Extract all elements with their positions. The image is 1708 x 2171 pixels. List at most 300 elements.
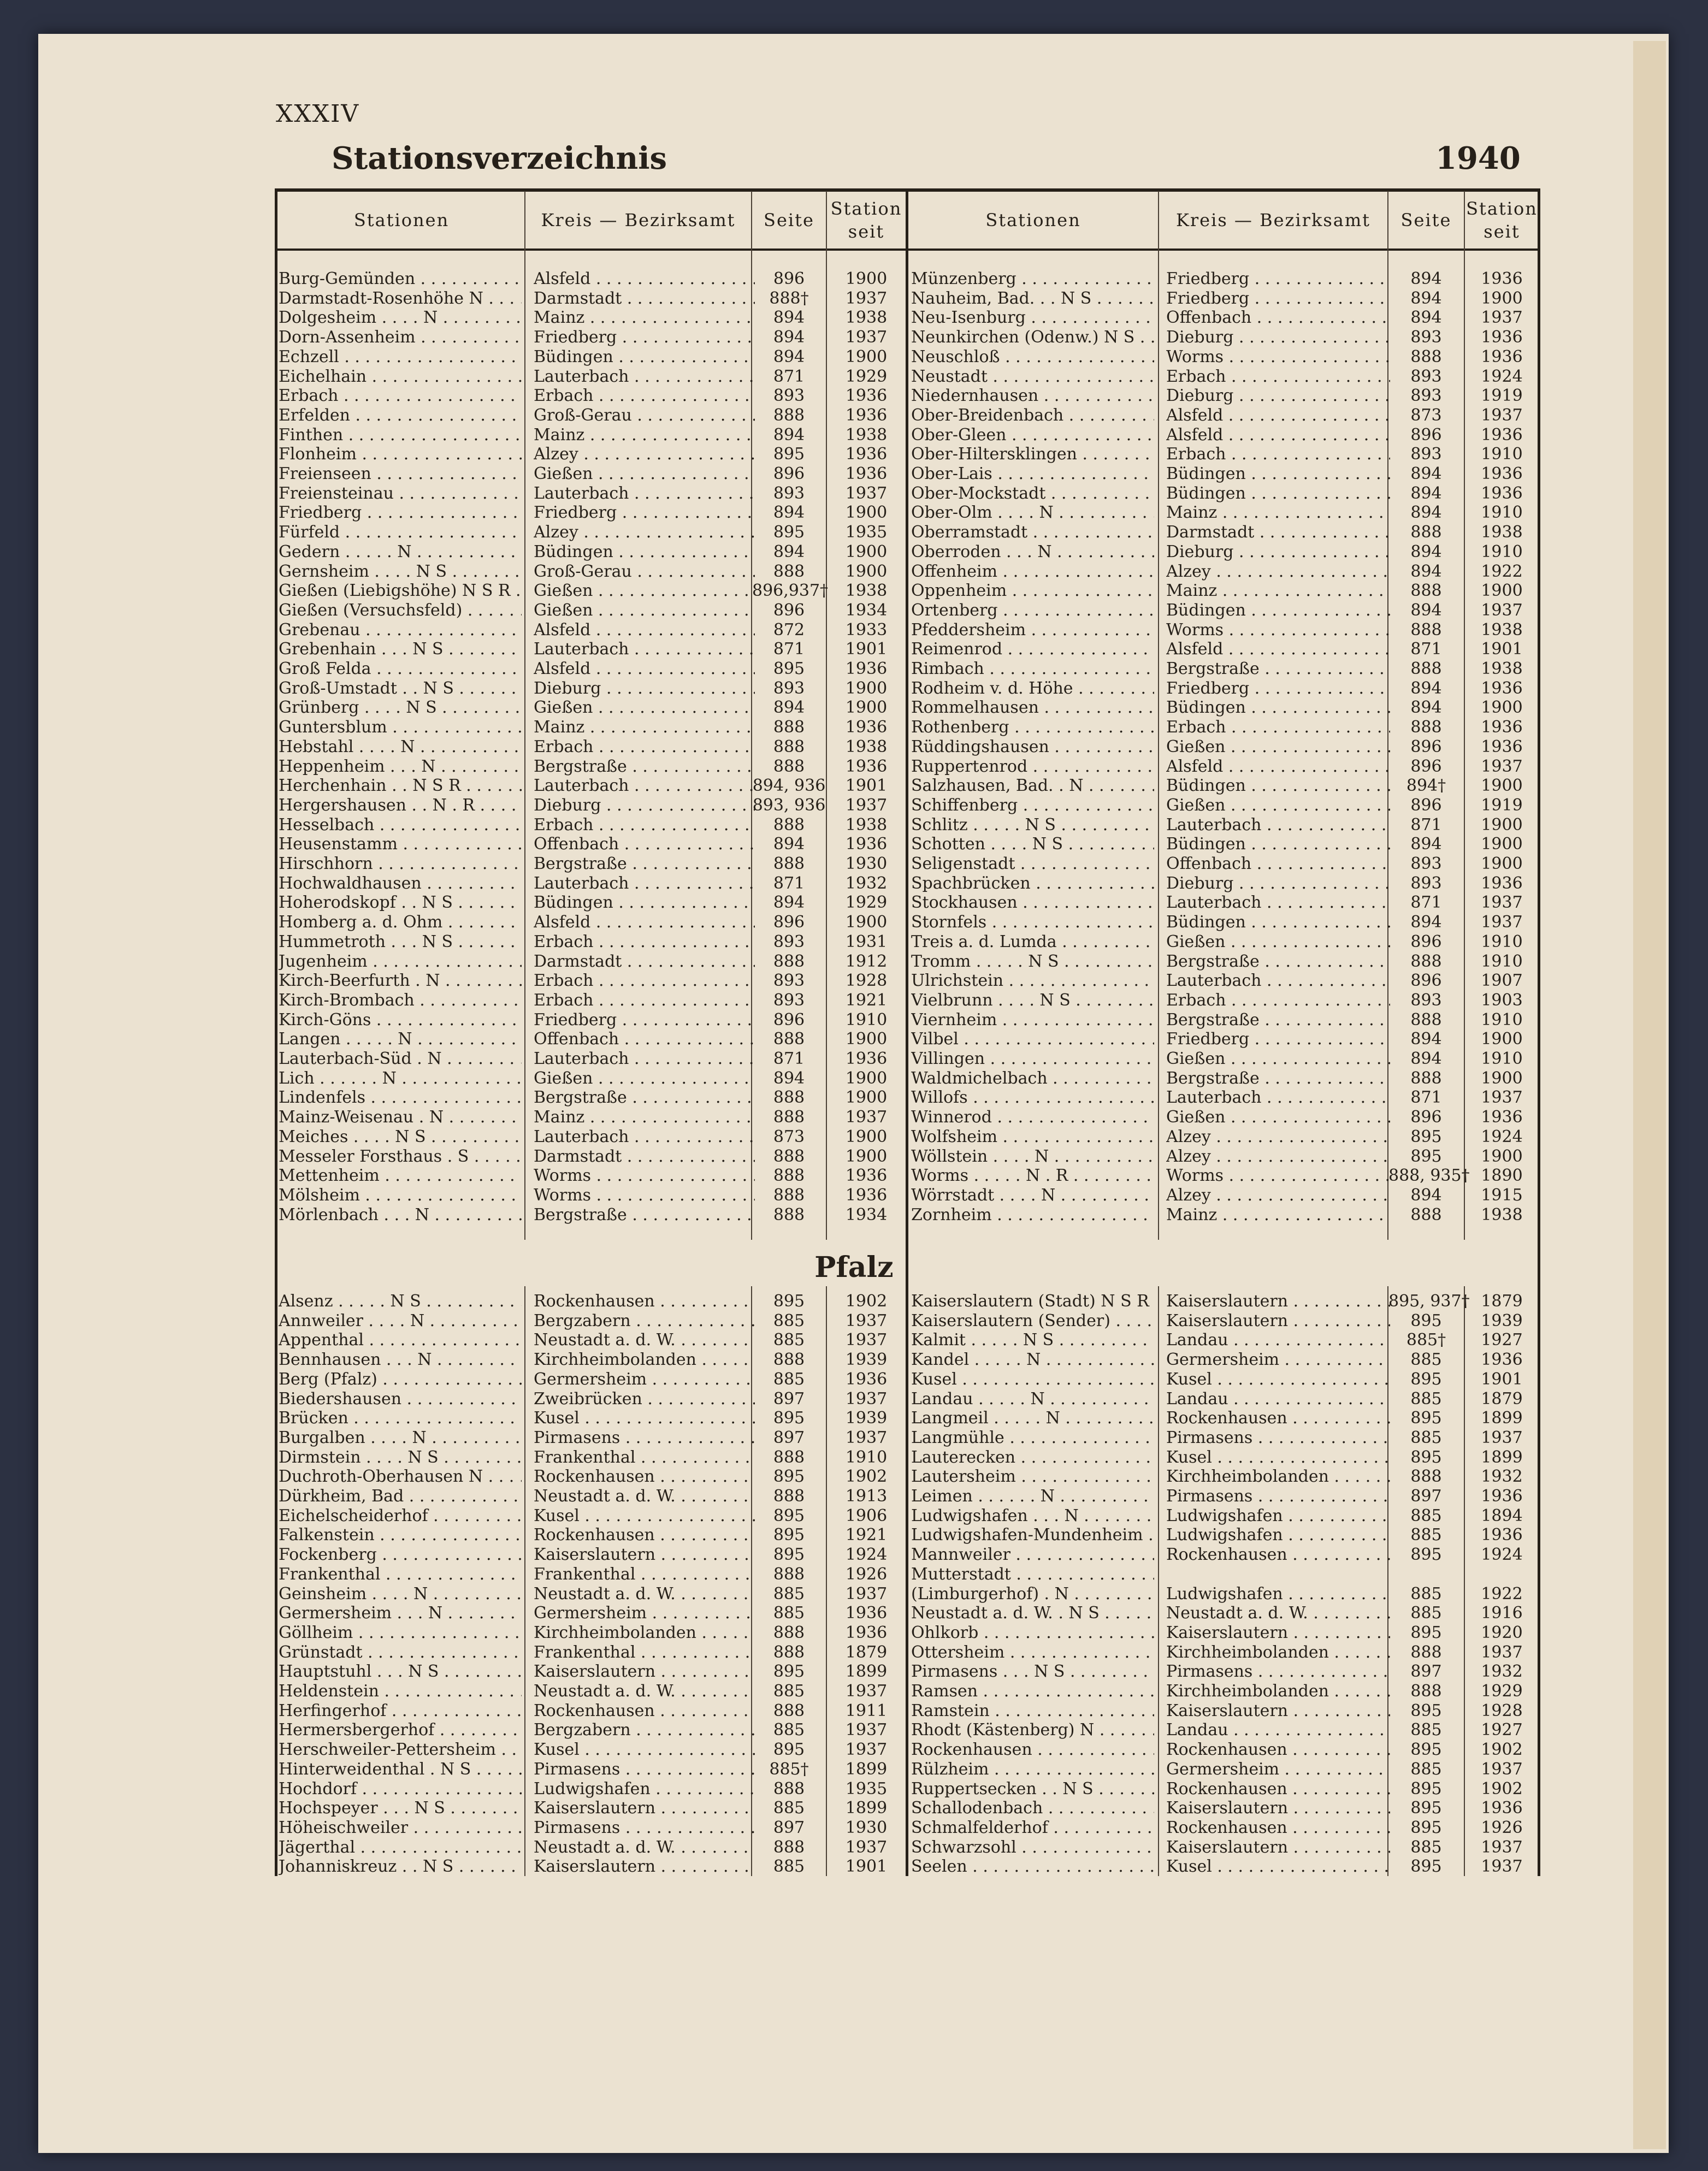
cell-name: Meiches . . . . N S . . . bbox=[279, 1127, 522, 1146]
table-row bbox=[279, 1350, 907, 1370]
cell-seit: 1900 bbox=[845, 1088, 888, 1108]
cell-seit: 1934 bbox=[845, 600, 888, 620]
cell-name: Hesselbach . . . bbox=[279, 815, 522, 835]
cell-seite: 871 bbox=[1410, 893, 1442, 913]
cell-kreis: Neustadt a. d. W. . . . bbox=[534, 1682, 755, 1701]
cell-seite: 895 bbox=[1410, 1701, 1442, 1720]
cell-name: Rhodt (Kästenberg) N . . . bbox=[911, 1720, 1154, 1740]
table-row bbox=[279, 1857, 907, 1877]
cell-kreis: Dieburg . . . bbox=[534, 679, 755, 698]
cell-kreis: Kirchheimbolanden . . . bbox=[1166, 1682, 1390, 1701]
cell-name: Eichelscheiderhof . . . bbox=[279, 1506, 522, 1525]
table-row bbox=[279, 854, 907, 874]
cell-name: Johanniskreuz . . N S . . . bbox=[279, 1857, 522, 1876]
table-row bbox=[279, 1448, 907, 1468]
table-row bbox=[911, 1720, 1539, 1740]
table-row bbox=[279, 347, 907, 367]
table-row bbox=[279, 640, 907, 659]
cell-name: Rüddingshausen . . . bbox=[911, 737, 1154, 756]
cell-seit: 1936 bbox=[1481, 737, 1523, 756]
cell-seit: 1900 bbox=[845, 561, 888, 581]
cell-seit: 1936 bbox=[845, 1049, 888, 1068]
cell-kreis: Worms . . . bbox=[1166, 347, 1390, 366]
cell-seite: 885 bbox=[1410, 1604, 1442, 1623]
cell-name: Dürkheim, Bad . . . bbox=[279, 1487, 522, 1506]
table-row bbox=[279, 1584, 907, 1604]
cell-name: Ottersheim . . . bbox=[911, 1643, 1154, 1662]
cell-seit: 1902 bbox=[1481, 1779, 1523, 1799]
cell-seit: 1927 bbox=[1481, 1720, 1523, 1740]
cell-seite: 894 bbox=[773, 425, 805, 445]
table-row bbox=[911, 620, 1539, 640]
table-row bbox=[279, 289, 907, 309]
cell-seite: 894 bbox=[773, 698, 805, 718]
cell-seite: 873 bbox=[1410, 405, 1442, 425]
cell-seit: 1903 bbox=[1481, 990, 1523, 1010]
cell-seite: 896 bbox=[1410, 737, 1442, 756]
cell-kreis: Bergstraße . . . bbox=[1166, 659, 1390, 678]
cell-kreis: Kusel . . . bbox=[1166, 1857, 1390, 1876]
cell-seit: 1901 bbox=[845, 776, 888, 796]
table-row bbox=[279, 562, 907, 582]
cell-name: Heldenstein . . . bbox=[279, 1682, 522, 1701]
cell-name: Kirch-Göns . . . bbox=[279, 1010, 522, 1030]
header-seite: Seite bbox=[764, 209, 814, 230]
cell-kreis: Landau . . . bbox=[1166, 1389, 1390, 1409]
cell-seite: 895 bbox=[1410, 1447, 1442, 1467]
table-row bbox=[911, 601, 1539, 620]
cell-name: Fockenberg . . . bbox=[279, 1545, 522, 1564]
cell-kreis: Büdingen . . . bbox=[534, 347, 755, 366]
cell-kreis: Kusel . . . bbox=[534, 1506, 755, 1525]
cell-name: Langmeil . . . . . N . . . bbox=[911, 1409, 1154, 1428]
cell-seite: 896 bbox=[773, 1010, 805, 1030]
cell-seit: 1939 bbox=[1481, 1311, 1523, 1330]
table-row bbox=[911, 1147, 1539, 1167]
cell-name: Viernheim . . . bbox=[911, 1010, 1154, 1030]
cell-name: Schlitz . . . . . N S . . . bbox=[911, 815, 1154, 835]
cell-kreis: Erbach . . . bbox=[1166, 991, 1390, 1010]
cell-kreis: Landau . . . bbox=[1166, 1720, 1390, 1740]
cell-name: Rockenhausen . . . bbox=[911, 1740, 1154, 1759]
cell-name: Kalmit . . . . . N S . . . bbox=[911, 1330, 1154, 1350]
cell-seit: 1906 bbox=[845, 1506, 888, 1525]
cell-kreis: Friedberg . . . bbox=[534, 1010, 755, 1030]
table-row bbox=[279, 1760, 907, 1779]
cell-kreis: Dieburg . . . bbox=[1166, 542, 1390, 561]
cell-kreis: Offenbach . . . bbox=[1166, 854, 1390, 873]
cell-kreis: Dieburg . . . bbox=[1166, 386, 1390, 405]
cell-name: Worms . . . . . N . R . . . bbox=[911, 1166, 1154, 1185]
cell-seit: 1936 bbox=[845, 756, 888, 776]
cell-seite: 888 bbox=[1410, 718, 1442, 737]
table-row bbox=[279, 1166, 907, 1186]
cell-seit: 1900 bbox=[1481, 698, 1523, 718]
cell-seite: 888 bbox=[1410, 1205, 1442, 1224]
table-row bbox=[279, 737, 907, 757]
cell-kreis: Gießen . . . bbox=[534, 601, 755, 620]
cell-name: Ober-Mockstadt . . . bbox=[911, 484, 1154, 503]
cell-name: Landau . . . . . N . . . bbox=[911, 1389, 1154, 1409]
cell-seite: 888 bbox=[1410, 347, 1442, 366]
cell-seit: 1937 bbox=[1481, 1088, 1523, 1108]
cell-name: Ohlkorb . . . bbox=[911, 1623, 1154, 1642]
cell-seit: 1894 bbox=[1481, 1506, 1523, 1525]
cell-name: Falkenstein . . . bbox=[279, 1525, 522, 1545]
cell-seit: 1938 bbox=[845, 581, 888, 601]
cell-seit: 1937 bbox=[845, 1837, 888, 1857]
cell-seite: 895 bbox=[773, 1545, 805, 1565]
header-seite: Seite bbox=[1400, 209, 1452, 230]
cell-name: Mutterstadt . . . bbox=[911, 1565, 1154, 1584]
cell-seite: 888 bbox=[773, 1088, 805, 1108]
cell-seite: 888† bbox=[769, 288, 809, 308]
cell-seit: 1910 bbox=[1481, 542, 1523, 561]
cell-seite: 885 bbox=[1410, 1428, 1442, 1447]
section-title-pfalz: Pfalz bbox=[814, 1251, 894, 1284]
cell-seite: 895 bbox=[773, 1740, 805, 1760]
table-row bbox=[911, 1487, 1539, 1506]
table-row bbox=[911, 1506, 1539, 1526]
cell-kreis: Lauterbach . . . bbox=[1166, 815, 1390, 835]
table-row bbox=[279, 1662, 907, 1682]
cell-seite: 895 bbox=[1410, 1545, 1442, 1565]
cell-seit: 1936 bbox=[845, 1623, 888, 1642]
cell-name: Lauterecken . . . bbox=[911, 1448, 1154, 1467]
cell-seite: 888 bbox=[773, 854, 805, 873]
cell-name: Duchroth-Oberhausen N . . . bbox=[279, 1467, 522, 1486]
cell-kreis: Lauterbach . . . bbox=[534, 1127, 755, 1146]
table-row bbox=[279, 718, 907, 737]
table-row bbox=[911, 1049, 1539, 1069]
cell-seit: 1939 bbox=[845, 1409, 888, 1428]
cell-seite: 893 bbox=[773, 483, 805, 503]
cell-seit: 1900 bbox=[845, 269, 888, 288]
table-row bbox=[911, 932, 1539, 952]
cell-kreis: Zweibrücken . . . bbox=[534, 1389, 755, 1409]
cell-seit: 1938 bbox=[1481, 620, 1523, 640]
cell-seit: 1936 bbox=[845, 1166, 888, 1186]
cell-seit: 1936 bbox=[1481, 425, 1523, 445]
cell-kreis: Lauterbach . . . bbox=[534, 874, 755, 893]
table-row bbox=[911, 1448, 1539, 1468]
table-row bbox=[279, 1030, 907, 1049]
table-row bbox=[911, 1818, 1539, 1838]
cell-kreis: Rockenhausen . . . bbox=[534, 1525, 755, 1545]
cell-seit: 1915 bbox=[1481, 1185, 1523, 1205]
table-row bbox=[911, 1330, 1539, 1350]
cell-seite: 895, 937† bbox=[1388, 1292, 1470, 1311]
table-row bbox=[279, 932, 907, 952]
cell-seit: 1937 bbox=[845, 795, 888, 815]
cell-seit: 1937 bbox=[845, 1311, 888, 1330]
cell-seite: 873 bbox=[773, 1127, 805, 1146]
cell-name: Zornheim . . . bbox=[911, 1205, 1154, 1224]
cell-name: Vielbrunn . . . . N S . . . bbox=[911, 991, 1154, 1010]
table-row bbox=[911, 718, 1539, 737]
cell-seite: 893 bbox=[773, 990, 805, 1010]
cell-name: Frankenthal . . . bbox=[279, 1565, 522, 1584]
cell-seit: 1900 bbox=[845, 913, 888, 932]
table-row bbox=[911, 815, 1539, 835]
cell-seit: 1900 bbox=[1481, 854, 1523, 873]
cell-seite: 894 bbox=[1410, 1030, 1442, 1049]
table-row bbox=[279, 1682, 907, 1701]
cell-name: Hergershausen . . N . R . . . bbox=[279, 796, 522, 815]
table-row bbox=[911, 503, 1539, 523]
cell-kreis: Worms . . . bbox=[534, 1186, 755, 1205]
cell-kreis: Kirchheimbolanden . . . bbox=[1166, 1467, 1390, 1486]
table-row bbox=[279, 406, 907, 425]
cell-seit: 1907 bbox=[1481, 971, 1523, 991]
cell-seite: 895 bbox=[773, 1506, 805, 1525]
cell-seit: 1900 bbox=[845, 1146, 888, 1166]
cell-kreis: Bergzabern . . . bbox=[534, 1311, 755, 1330]
cell-name: Mölsheim . . . bbox=[279, 1186, 522, 1205]
cell-seite: 895 bbox=[773, 1409, 805, 1428]
cell-seite: 894 bbox=[773, 308, 805, 328]
cell-seite: 895 bbox=[1410, 1799, 1442, 1818]
cell-kreis: Kaiserslautern . . . bbox=[1166, 1701, 1390, 1720]
table-row bbox=[279, 1292, 907, 1311]
cell-seite: 885† bbox=[769, 1759, 809, 1779]
cell-kreis: Lauterbach . . . bbox=[1166, 893, 1390, 912]
cell-name: Oberroden . . . N . . . bbox=[911, 542, 1154, 561]
cell-seite: 896 bbox=[1410, 971, 1442, 991]
cell-kreis: Bergstraße . . . bbox=[534, 1088, 755, 1107]
cell-kreis: Rockenhausen . . . bbox=[534, 1292, 755, 1311]
cell-seit: 1900 bbox=[1481, 1030, 1523, 1049]
cell-name: Ludwigshafen-Mundenheim . . . bbox=[911, 1525, 1154, 1545]
table-row bbox=[911, 1682, 1539, 1701]
table-row bbox=[279, 1186, 907, 1205]
cell-seite: 894 bbox=[1410, 269, 1442, 288]
cell-name: Hochdorf . . . bbox=[279, 1779, 522, 1799]
table-row bbox=[279, 386, 907, 406]
cell-kreis: Friedberg . . . bbox=[1166, 289, 1390, 308]
cell-kreis: Ludwigshafen . . . bbox=[1166, 1506, 1390, 1525]
cell-name: Grünberg . . . . N S . . . bbox=[279, 698, 522, 717]
cell-seit: 1936 bbox=[1481, 347, 1523, 366]
table-row bbox=[911, 835, 1539, 854]
table-row bbox=[279, 1010, 907, 1030]
cell-kreis: Offenbach . . . bbox=[534, 1030, 755, 1049]
table-row bbox=[911, 1623, 1539, 1643]
cell-seite: 888 bbox=[773, 815, 805, 835]
cell-seite: 885† bbox=[1406, 1330, 1446, 1350]
cell-seite: 888, 935† bbox=[1388, 1166, 1470, 1186]
cell-seit: 1938 bbox=[1481, 523, 1523, 542]
cell-seite: 897 bbox=[773, 1389, 805, 1409]
cell-name: Berg (Pfalz) . . . bbox=[279, 1370, 522, 1389]
table-row bbox=[279, 1487, 907, 1506]
cell-name: Langmühle . . . bbox=[911, 1428, 1154, 1447]
cell-seit: 1900 bbox=[845, 347, 888, 366]
cell-seite: 888 bbox=[773, 1837, 805, 1857]
cell-name: Dirmstein . . . . N S . . . bbox=[279, 1448, 522, 1467]
cell-kreis: Offenbach . . . bbox=[1166, 308, 1390, 327]
cell-seit: 1899 bbox=[1481, 1447, 1523, 1467]
cell-seite: 895 bbox=[773, 445, 805, 464]
cell-seite: 893 bbox=[773, 971, 805, 991]
cell-seite: 885 bbox=[1410, 1759, 1442, 1779]
cell-kreis: Groß-Gerau . . . bbox=[534, 406, 755, 425]
cell-seit: 1938 bbox=[1481, 1205, 1523, 1224]
cell-kreis: Pirmasens . . . bbox=[1166, 1487, 1390, 1506]
table-row bbox=[279, 757, 907, 777]
cell-seite: 893 bbox=[773, 386, 805, 406]
cell-seit: 1910 bbox=[1481, 951, 1523, 971]
cell-name: Heusenstamm . . . bbox=[279, 835, 522, 854]
cell-name: Erbach . . . bbox=[279, 386, 522, 405]
cell-name: Homberg a. d. Ohm . . . bbox=[279, 913, 522, 932]
table-row bbox=[279, 835, 907, 854]
cell-seite: 895 bbox=[1410, 1779, 1442, 1799]
cell-seit: 1879 bbox=[845, 1642, 888, 1662]
cell-seit: 1937 bbox=[845, 1682, 888, 1701]
cell-name: Kaiserslautern (Stadt) N S R . . . bbox=[911, 1292, 1154, 1311]
table-row bbox=[279, 1525, 907, 1545]
cell-name: Winnerod . . . bbox=[911, 1108, 1154, 1127]
cell-name: Ulrichstein . . . bbox=[911, 971, 1154, 990]
cell-kreis: Alsfeld . . . bbox=[1166, 640, 1390, 659]
table-row bbox=[911, 1010, 1539, 1030]
cell-seit: 1937 bbox=[845, 1330, 888, 1350]
table-row bbox=[279, 1818, 907, 1838]
cell-seit: 1900 bbox=[1481, 835, 1523, 854]
cell-seite: 888 bbox=[1410, 1010, 1442, 1030]
cell-name: Rimbach . . . bbox=[911, 659, 1154, 678]
cell-seite: 888 bbox=[773, 1108, 805, 1127]
page-edge bbox=[1633, 41, 1666, 2149]
header-station-seit: Station seit bbox=[1466, 198, 1538, 242]
table-row bbox=[911, 913, 1539, 932]
cell-name: Mettenheim . . . bbox=[279, 1166, 522, 1185]
cell-seite: 885 bbox=[773, 1584, 805, 1604]
cell-seit: 1937 bbox=[1481, 1642, 1523, 1662]
table-row bbox=[279, 1565, 907, 1584]
cell-seite: 888 bbox=[773, 1205, 805, 1224]
cell-name: Niedernhausen . . . bbox=[911, 386, 1154, 405]
cell-seite: 888 bbox=[1410, 1642, 1442, 1662]
cell-seit: 1936 bbox=[1481, 483, 1523, 503]
cell-seite: 897 bbox=[1410, 1662, 1442, 1682]
cell-seit: 1900 bbox=[845, 698, 888, 718]
cell-name: Burg-Gemünden . . . bbox=[279, 269, 522, 288]
cell-kreis: Gießen . . . bbox=[1166, 796, 1390, 815]
cell-seit: 1937 bbox=[1481, 913, 1523, 932]
table-row bbox=[911, 1604, 1539, 1623]
cell-seit: 1913 bbox=[845, 1487, 888, 1506]
cell-name: Hoherodskopf . . N S . . . bbox=[279, 893, 522, 912]
cell-seite: 888 bbox=[773, 1564, 805, 1584]
cell-kreis: Rockenhausen . . . bbox=[1166, 1779, 1390, 1799]
cell-kreis: Mainz . . . bbox=[1166, 581, 1390, 600]
cell-seit: 1937 bbox=[845, 328, 888, 347]
table-row bbox=[911, 659, 1539, 679]
cell-seit: 1902 bbox=[845, 1292, 888, 1311]
cell-kreis: Gießen . . . bbox=[1166, 932, 1390, 951]
cell-seite: 885 bbox=[1410, 1584, 1442, 1604]
cell-seite: 894 bbox=[1410, 600, 1442, 620]
cell-name: Schotten . . . . N S . . . bbox=[911, 835, 1154, 854]
table-row bbox=[279, 1409, 907, 1428]
cell-seit: 1902 bbox=[845, 1467, 888, 1487]
cell-seit: 1936 bbox=[1481, 328, 1523, 347]
cell-name: Treis a. d. Lumda . . . bbox=[911, 932, 1154, 951]
cell-name: Eichelhain . . . bbox=[279, 367, 522, 386]
cell-name: Neuschloß . . . bbox=[911, 347, 1154, 366]
cell-seite: 894 bbox=[773, 328, 805, 347]
cell-kreis: Lauterbach . . . bbox=[534, 367, 755, 386]
cell-seite: 888 bbox=[1410, 1682, 1442, 1701]
cell-seit: 1933 bbox=[845, 620, 888, 640]
cell-seite: 896 bbox=[1410, 1108, 1442, 1127]
cell-seite: 895 bbox=[773, 1467, 805, 1487]
table-row bbox=[911, 406, 1539, 425]
cell-seit: 1899 bbox=[845, 1799, 888, 1818]
cell-kreis: Kusel . . . bbox=[1166, 1370, 1390, 1389]
cell-kreis: Mainz . . . bbox=[1166, 503, 1390, 522]
cell-seit: 1911 bbox=[845, 1701, 888, 1720]
cell-seit: 1910 bbox=[845, 1447, 888, 1467]
cell-kreis: Gießen . . . bbox=[534, 698, 755, 717]
cell-kreis: Alzey . . . bbox=[1166, 1186, 1390, 1205]
table-row bbox=[279, 328, 907, 347]
table-row bbox=[279, 874, 907, 894]
cell-kreis: Frankenthal . . . bbox=[534, 1643, 755, 1662]
cell-seit: 1901 bbox=[1481, 640, 1523, 659]
cell-seit: 1937 bbox=[845, 1428, 888, 1447]
cell-kreis: Gießen . . . bbox=[534, 1069, 755, 1088]
cell-name: Friedberg . . . bbox=[279, 503, 522, 522]
cell-seite: 893 bbox=[773, 932, 805, 951]
cell-name: Wörrstadt . . . . N . . . bbox=[911, 1186, 1154, 1205]
cell-seite: 894 bbox=[773, 347, 805, 366]
table-row bbox=[911, 464, 1539, 484]
table-row bbox=[279, 815, 907, 835]
cell-kreis: Worms . . . bbox=[534, 1166, 755, 1185]
table-row bbox=[911, 1389, 1539, 1409]
cell-name: Burgalben . . . . N . . . bbox=[279, 1428, 522, 1447]
cell-seit: 1936 bbox=[845, 405, 888, 425]
cell-name: Finthen . . . bbox=[279, 425, 522, 445]
cell-kreis: Lauterbach . . . bbox=[534, 640, 755, 659]
table-row bbox=[279, 698, 907, 718]
cell-seite: 888 bbox=[773, 1701, 805, 1720]
table-row bbox=[911, 1409, 1539, 1428]
cell-seit: 1935 bbox=[845, 1779, 888, 1799]
cell-seit: 1929 bbox=[845, 893, 888, 913]
cell-name: Neustadt a. d. W. . N S . . . bbox=[911, 1604, 1154, 1623]
table-row bbox=[279, 484, 907, 504]
cell-kreis: Mainz . . . bbox=[534, 718, 755, 737]
table-row bbox=[279, 776, 907, 796]
table-row bbox=[911, 289, 1539, 309]
table-row bbox=[911, 893, 1539, 913]
cell-seit: 1936 bbox=[1481, 873, 1523, 893]
cell-name: Neunkirchen (Odenw.) N S . . . bbox=[911, 328, 1154, 347]
cell-name: Ober-Olm . . . . N . . . bbox=[911, 503, 1154, 522]
cell-kreis: Neustadt a. d. W. . . . bbox=[1166, 1604, 1390, 1623]
header-stationen: Stationen bbox=[985, 209, 1081, 230]
cell-kreis: Landau . . . bbox=[1166, 1330, 1390, 1350]
cell-name: Rothenberg . . . bbox=[911, 718, 1154, 737]
table-row bbox=[911, 1166, 1539, 1186]
cell-seite: 895 bbox=[1410, 1857, 1442, 1877]
table-row bbox=[279, 1740, 907, 1760]
cell-kreis: Worms . . . bbox=[1166, 620, 1390, 640]
